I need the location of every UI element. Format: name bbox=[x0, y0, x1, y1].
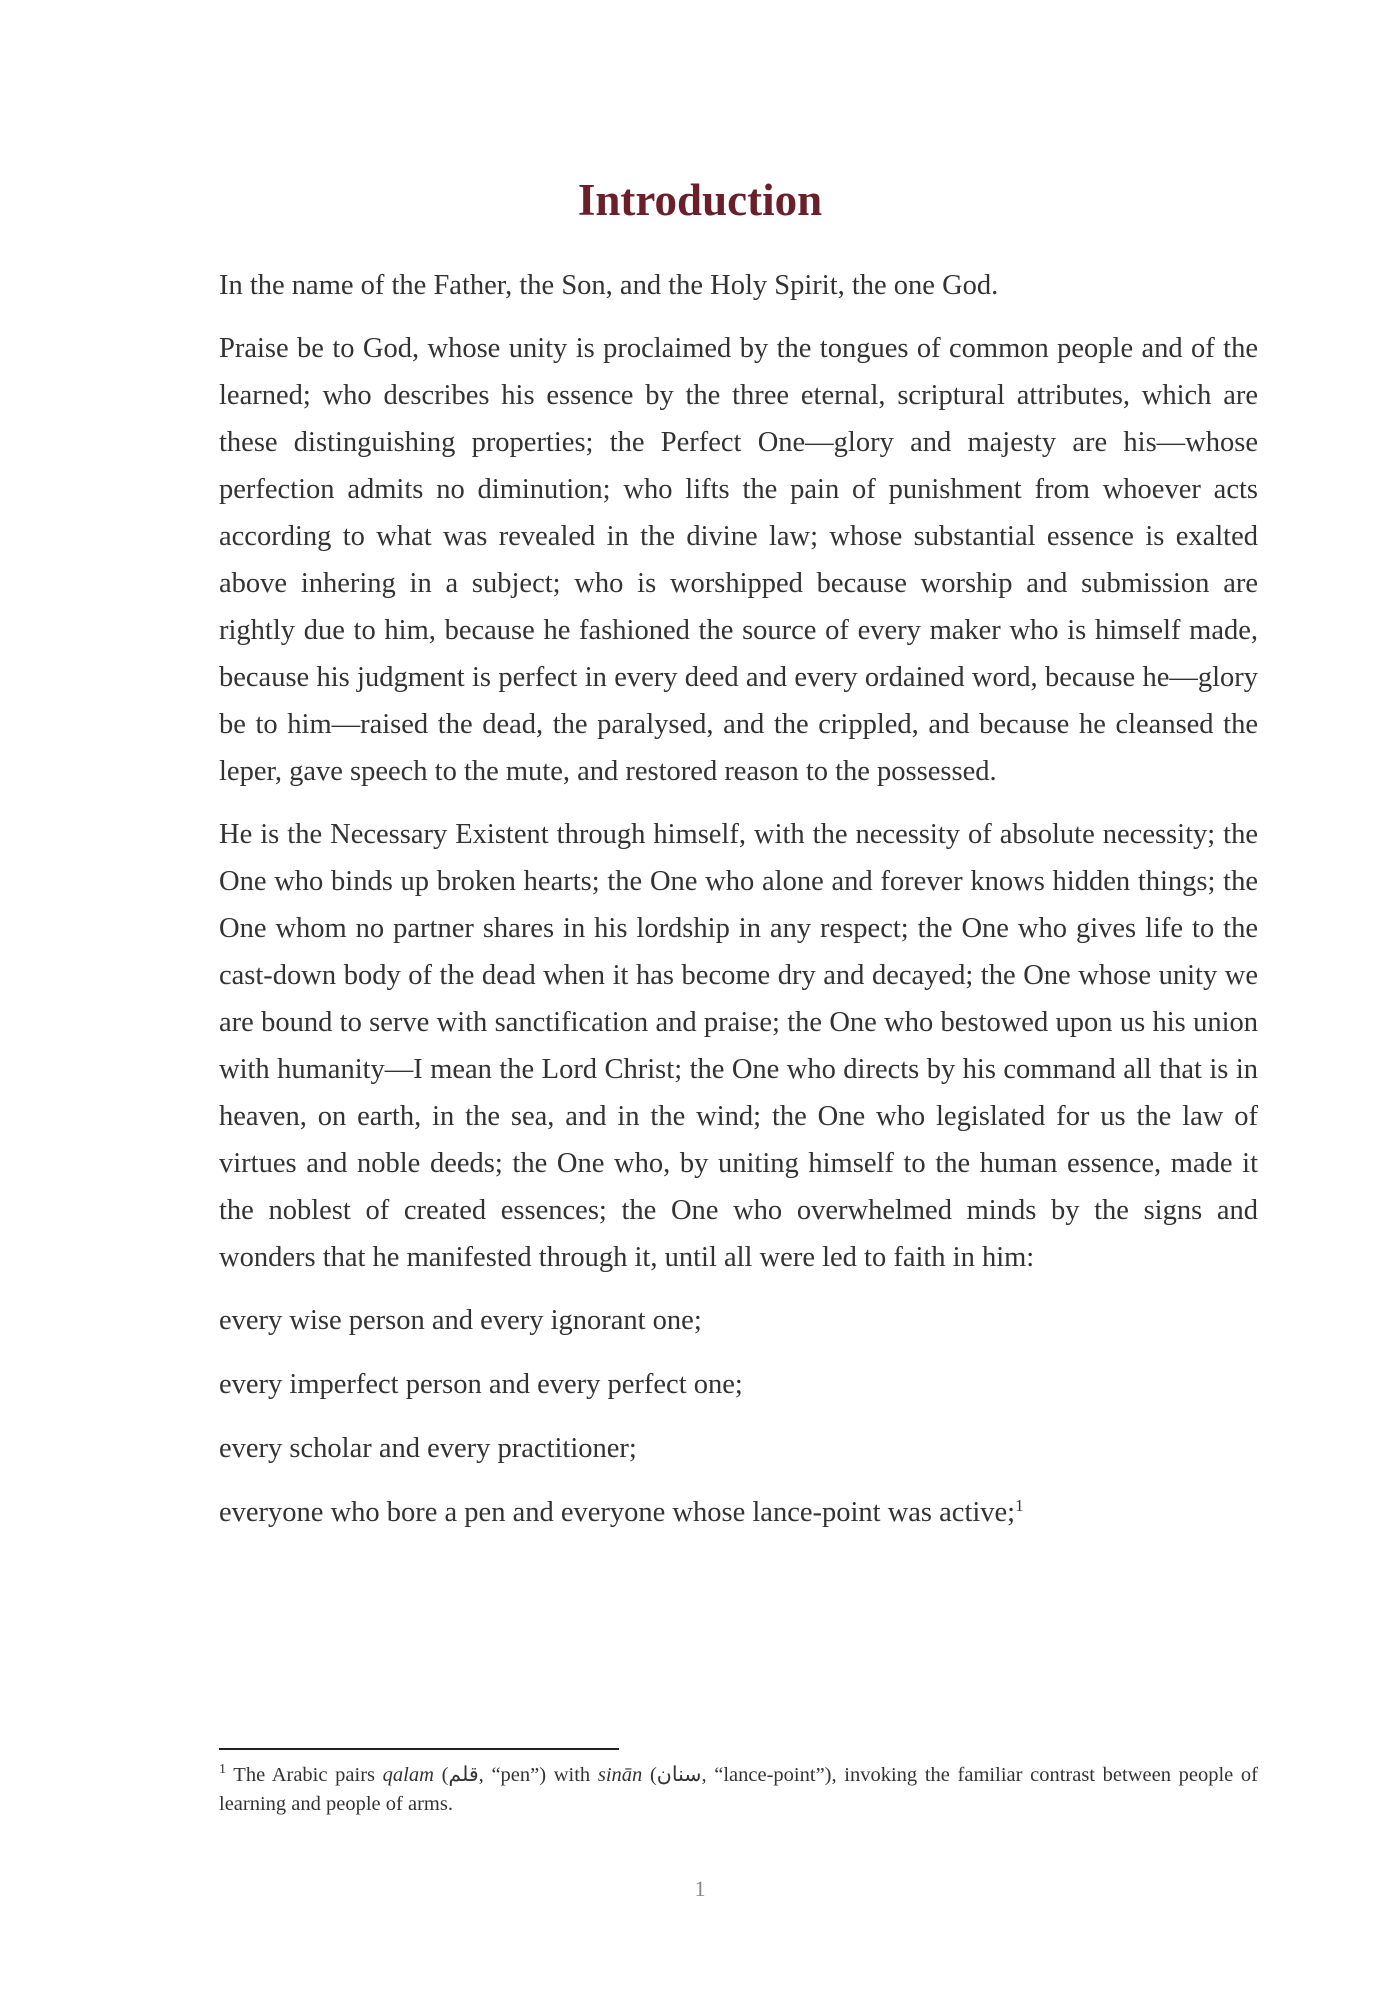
verse-text: everyone who bore a pen and everyone whose lance-point was active; bbox=[219, 1497, 1016, 1528]
footnote bbox=[219, 1761, 1258, 1819]
footnote-term-qalam: qalam bbox=[382, 1764, 434, 1786]
footnote-divider bbox=[219, 1748, 619, 1750]
verse-line-with-footnote bbox=[219, 1489, 1258, 1536]
footnote-reference[interactable]: 1 bbox=[1015, 1496, 1024, 1515]
paragraph-invocation: In the name of the Father, the Son, and the Holy Spirit, the one God. bbox=[219, 270, 999, 301]
paragraph-praise: Praise be to God, whose unity is proclaimed by the tongues of common people and of the learned; who describes his essence by the three eternal, scriptural attributes, which are these distinguishing properties; the Perfect One—glory and majesty are his—whose perfection admits no diminution; who lifts the pain of punishment from whoever acts according to what was revealed in the divine law; whose substantial essence is exalted above inhering in a subject; who is worshipped because worship and submission are rightly due to him, because he fashioned the source of every maker who is himself made, because his judgment is perfect in every deed and every ordained word, because he—glory be to him—raised the dead, the paralysed, and the crippled, and because he cleansed the leper, gave speech to the mute, and restored reason to the possessed. bbox=[219, 333, 1258, 787]
verse-line: every imperfect person and every perfect one; bbox=[219, 1369, 743, 1400]
verse-line: every wise person and every ignorant one; bbox=[219, 1305, 702, 1336]
paragraph-necessary-existent: He is the Necessary Existent through himself, with the necessity of absolute necessity; the One who binds up broken hearts; the One who alone and forever knows hidden things; the One whom no partner shares in his lordship in any respect; the One who gives life to the cast-down body of the dead when it has become dry and decayed; the One whose unity we are bound to serve with sanctification and praise; the One who bestowed upon us his union with humanity—I mean the Lord Christ; the One who directs by his command all that is in heaven, on earth, in the sea, and in the wind; the One who legislated for us the law of virtues and noble deeds; the One who, by uniting himself to the human essence, made it the noblest of created essences; the One who overwhelmed minds by the signs and wonders that he manifested through it, until all were led to faith in him: bbox=[219, 819, 1258, 1273]
page-number: 1 bbox=[694, 1876, 706, 1901]
footnote-text: (سنان, “lance-point”), invoking the familiar contrast between people of learning and people of arms. bbox=[219, 1764, 1259, 1815]
page-title: Introduction bbox=[577, 175, 823, 225]
verse-line: every scholar and every practitioner; bbox=[219, 1433, 637, 1464]
footnote-text: (قلم, “pen”) with bbox=[433, 1764, 598, 1786]
footnote-number: 1 bbox=[219, 1762, 226, 1777]
footnote-text: The Arabic pairs bbox=[226, 1764, 383, 1786]
body-text bbox=[219, 262, 1258, 1553]
footnote-term-sinan: sinān bbox=[597, 1764, 643, 1786]
